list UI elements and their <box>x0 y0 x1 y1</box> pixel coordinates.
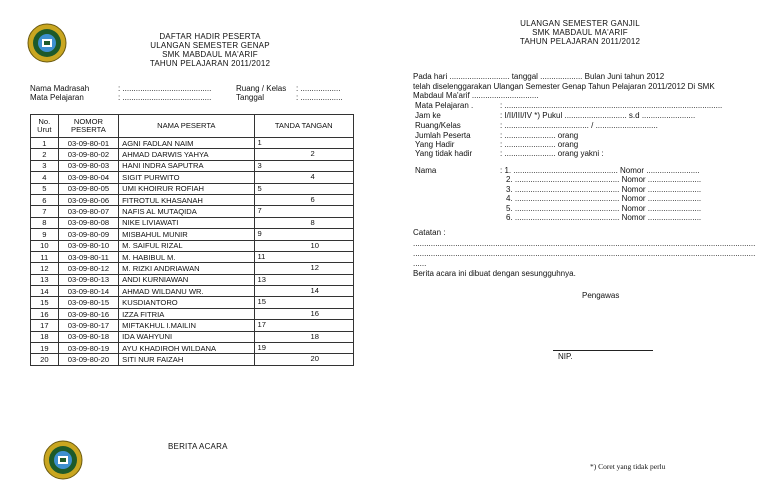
attendance-year: TAHUN PELAJARAN 2011/2012 <box>149 59 271 68</box>
col-nomor: NOMOR PESERTA <box>58 115 118 138</box>
cell-nama: IZZA FITRIA <box>119 308 254 319</box>
signature-number: 12 <box>310 263 319 273</box>
catatan-label: Catatan : <box>413 228 446 237</box>
cell-no: 14 <box>31 286 59 297</box>
pengawas-label: Pengawas <box>582 291 620 300</box>
cell-nomor: 03-09-80-13 <box>58 274 118 285</box>
berita-acara-title: BERITA ACARA <box>168 442 228 451</box>
cell-nama: KUSDIANTORO <box>119 297 254 308</box>
cell-no: 19 <box>31 343 59 354</box>
mapel-field: : ........................................ <box>118 93 212 102</box>
cell-no: 12 <box>31 263 59 274</box>
cell-signature <box>254 183 354 194</box>
cell-nama: ANDI KURNIAWAN <box>119 274 254 285</box>
table-row <box>31 354 354 365</box>
table-row <box>31 194 354 205</box>
report-year: TAHUN PELAJARAN 2011/2012 <box>519 37 641 46</box>
cell-nomor: 03-09-80-05 <box>58 183 118 194</box>
table-row <box>31 160 354 171</box>
cell-no: 15 <box>31 297 59 308</box>
cell-no: 8 <box>31 217 59 228</box>
table-row <box>31 263 354 274</box>
cell-signature <box>254 217 354 228</box>
cell-no: 16 <box>31 308 59 319</box>
signature-number: 16 <box>310 308 319 318</box>
cell-nama: AHMAD DARWIS YAHYA <box>119 149 254 160</box>
cell-no: 1 <box>31 138 59 149</box>
signature-number: 15 <box>257 297 266 307</box>
cell-nama: AYU KHADIROH WILDANA <box>119 343 254 354</box>
field-label: Mata Pelajaran . <box>415 101 474 110</box>
field-label: Jumlah Peserta <box>415 131 471 140</box>
cell-signature <box>254 320 354 331</box>
cell-nomor: 03-09-80-07 <box>58 206 118 217</box>
ruang-field: : .................. <box>296 84 341 93</box>
absent-name-row: 2. ............................................... Nomor ........................ <box>506 175 702 185</box>
cell-signature <box>254 194 354 205</box>
table-row <box>31 229 354 240</box>
field-value: : .................................................................................................. <box>500 101 723 110</box>
cell-signature <box>254 138 354 149</box>
cell-nomor: 03-09-80-08 <box>58 217 118 228</box>
report-school: SMK MABDAUL MA'ARIF <box>532 28 628 37</box>
madrasah-label: Nama Madrasah <box>30 84 90 93</box>
closing-statement: Berita acara ini dibuat dengan sesungguhnya. <box>413 269 576 278</box>
cell-nama: AHMAD WILDANU WR. <box>119 286 254 297</box>
signature-number: 8 <box>310 217 315 227</box>
cell-nama: SITI NUR FAIZAH <box>119 354 254 365</box>
col-no: No. Urut <box>31 115 59 138</box>
cell-nama: SIGIT PURWITO <box>119 172 254 183</box>
madrasah-field: : ........................................ <box>118 84 212 93</box>
table-row <box>31 149 354 160</box>
cell-nomor: 03-09-80-01 <box>58 138 118 149</box>
cell-signature <box>254 274 354 285</box>
report-title: ULANGAN SEMESTER GANJIL <box>520 19 640 28</box>
col-ttd: TANDA TANGAN <box>254 115 354 138</box>
ruang-label: Ruang / Kelas <box>236 84 287 93</box>
cell-nomor: 03-09-80-09 <box>58 229 118 240</box>
catatan-line-2: .......................................................................................................................................................... <box>413 249 756 258</box>
cell-no: 9 <box>31 229 59 240</box>
absent-name-row: 3. ............................................... Nomor ........................ <box>506 184 702 194</box>
signature-number: 6 <box>310 194 315 204</box>
table-row <box>31 206 354 217</box>
cell-nama: HANI INDRA SAPUTRA <box>119 160 254 171</box>
cell-nama: NIKE LIVIAWATI <box>119 217 254 228</box>
attendance-subtitle: ULANGAN SEMESTER GENAP <box>150 41 270 50</box>
cell-signature <box>254 263 354 274</box>
cell-nama: M. SAIFUL RIZAL <box>119 240 254 251</box>
signature-number: 3 <box>257 160 262 170</box>
cell-nomor: 03-09-80-14 <box>58 286 118 297</box>
cell-nomor: 03-09-80-04 <box>58 172 118 183</box>
catatan-line-3: ...... <box>413 259 427 268</box>
cell-nama: M. HABIBUL M. <box>119 251 254 262</box>
signature-number: 10 <box>310 240 319 250</box>
cell-nomor: 03-09-80-20 <box>58 354 118 365</box>
cell-no: 11 <box>31 251 59 262</box>
field-label: Ruang/Kelas <box>415 121 461 130</box>
cell-nama: AGNI FADLAN NAIM <box>119 138 254 149</box>
cell-signature <box>254 149 354 160</box>
cell-nama: FITROTUL KHASANAH <box>119 194 254 205</box>
field-value: : ....................... orang yakni : <box>500 149 604 158</box>
signature-number: 11 <box>257 251 266 261</box>
cell-no: 7 <box>31 206 59 217</box>
attendance-rows <box>31 138 354 366</box>
nama-label: Nama <box>415 166 437 175</box>
signature-number: 13 <box>257 274 266 284</box>
cell-signature <box>254 229 354 240</box>
cell-nama: IDA WAHYUNI <box>119 331 254 342</box>
cell-nama: NAFIS AL MUTAQIDA <box>119 206 254 217</box>
tanggal-field: : ................... <box>296 93 343 102</box>
cell-no: 5 <box>31 183 59 194</box>
table-row <box>31 251 354 262</box>
cell-signature <box>254 331 354 342</box>
attendance-header <box>110 32 310 68</box>
cell-signature <box>254 160 354 171</box>
catatan-line-1: .......................................................................................................................................................... <box>413 239 756 248</box>
signature-number: 5 <box>257 183 262 193</box>
attendance-school: SMK MABDAUL MA'ARIF <box>162 50 258 59</box>
attendance-table <box>30 114 354 366</box>
table-row <box>31 308 354 319</box>
cell-signature <box>254 172 354 183</box>
cell-nomor: 03-09-80-12 <box>58 263 118 274</box>
table-header-row <box>31 115 354 138</box>
cell-no: 2 <box>31 149 59 160</box>
table-row <box>31 217 354 228</box>
table-row <box>31 240 354 251</box>
attendance-title: DAFTAR HADIR PESERTA <box>159 32 261 41</box>
table-row <box>31 331 354 342</box>
mapel-label: Mata Pelajaran <box>30 93 84 102</box>
tanggal-label: Tanggal <box>236 93 265 102</box>
signature-number: 17 <box>257 320 266 330</box>
signature-number: 20 <box>310 354 319 364</box>
cell-signature <box>254 297 354 308</box>
cell-nomor: 03-09-80-19 <box>58 343 118 354</box>
signature-number: 7 <box>257 206 262 216</box>
absent-name-row: 5. ............................................... Nomor ........................ <box>506 203 702 213</box>
table-row <box>31 172 354 183</box>
cell-nomor: 03-09-80-18 <box>58 331 118 342</box>
cell-nomor: 03-09-80-03 <box>58 160 118 171</box>
cell-no: 10 <box>31 240 59 251</box>
field-value: : ....................... orang <box>500 140 579 149</box>
cell-nomor: 03-09-80-16 <box>58 308 118 319</box>
signature-number: 9 <box>257 229 262 239</box>
col-nama: NAMA PESERTA <box>119 115 254 138</box>
field-value: : I/II/III/IV *) Pukul ............................ s.d ........................ <box>500 111 696 120</box>
cell-signature <box>254 308 354 319</box>
cell-no: 6 <box>31 194 59 205</box>
cell-no: 4 <box>31 172 59 183</box>
school-logo-bottom <box>43 440 83 480</box>
cell-signature <box>254 240 354 251</box>
cell-no: 3 <box>31 160 59 171</box>
cell-signature <box>254 286 354 297</box>
cell-signature <box>254 206 354 217</box>
field-value: : ....................... orang <box>500 131 579 140</box>
table-row <box>31 343 354 354</box>
cell-nomor: 03-09-80-02 <box>58 149 118 160</box>
cell-nama: M. RIZKI ANDRIAWAN <box>119 263 254 274</box>
table-row <box>31 183 354 194</box>
cell-nomor: 03-09-80-06 <box>58 194 118 205</box>
cell-signature <box>254 251 354 262</box>
report-line2: telah diselenggarakan Ulangan Semester Genap Tahun Pelajaran 2011/2012 Di SMK <box>413 82 715 91</box>
cell-no: 13 <box>31 274 59 285</box>
school-logo <box>27 23 67 63</box>
nip-label: NIP. <box>558 352 573 361</box>
field-label: Yang Hadir <box>415 140 455 149</box>
signature-number: 19 <box>257 343 266 353</box>
cell-nama: MIFTAKHUL I.MAILIN <box>119 320 254 331</box>
signature-number: 1 <box>257 138 262 147</box>
signature-number: 4 <box>310 172 315 182</box>
table-row <box>31 297 354 308</box>
cell-nomor: 03-09-80-11 <box>58 251 118 262</box>
table-row <box>31 320 354 331</box>
cell-nomor: 03-09-80-10 <box>58 240 118 251</box>
field-label: Jam ke <box>415 111 441 120</box>
cell-signature <box>254 354 354 365</box>
report-line3: Mabdaul Ma'arif .............................. <box>413 91 539 100</box>
absent-name-row: : 1. ............................................... Nomor ........................ <box>500 166 700 175</box>
absent-name-row: 4. ............................................... Nomor ........................ <box>506 194 702 204</box>
signature-line <box>553 350 653 351</box>
signature-number: 2 <box>310 149 315 159</box>
field-value: : ...................................... / ............................ <box>500 121 658 130</box>
cell-no: 18 <box>31 331 59 342</box>
signature-number: 18 <box>310 331 319 341</box>
cell-signature <box>254 343 354 354</box>
footnote: *) Coret yang tidak perlu <box>590 462 666 471</box>
table-row <box>31 274 354 285</box>
cell-nomor: 03-09-80-15 <box>58 297 118 308</box>
cell-nama: UMI KHOIRUR ROFIAH <box>119 183 254 194</box>
report-line1: Pada hari ........................... tanggal ................... Bulan Juni tahun 2012 <box>413 72 665 81</box>
report-header <box>480 19 680 46</box>
cell-no: 17 <box>31 320 59 331</box>
cell-nama: MISBAHUL MUNIR <box>119 229 254 240</box>
cell-nomor: 03-09-80-17 <box>58 320 118 331</box>
cell-no: 20 <box>31 354 59 365</box>
signature-number: 14 <box>310 286 319 296</box>
field-label: Yang tidak hadir <box>415 149 473 158</box>
absent-name-row: 6. ............................................... Nomor ........................ <box>506 213 702 222</box>
table-row <box>31 286 354 297</box>
table-row <box>31 138 354 149</box>
